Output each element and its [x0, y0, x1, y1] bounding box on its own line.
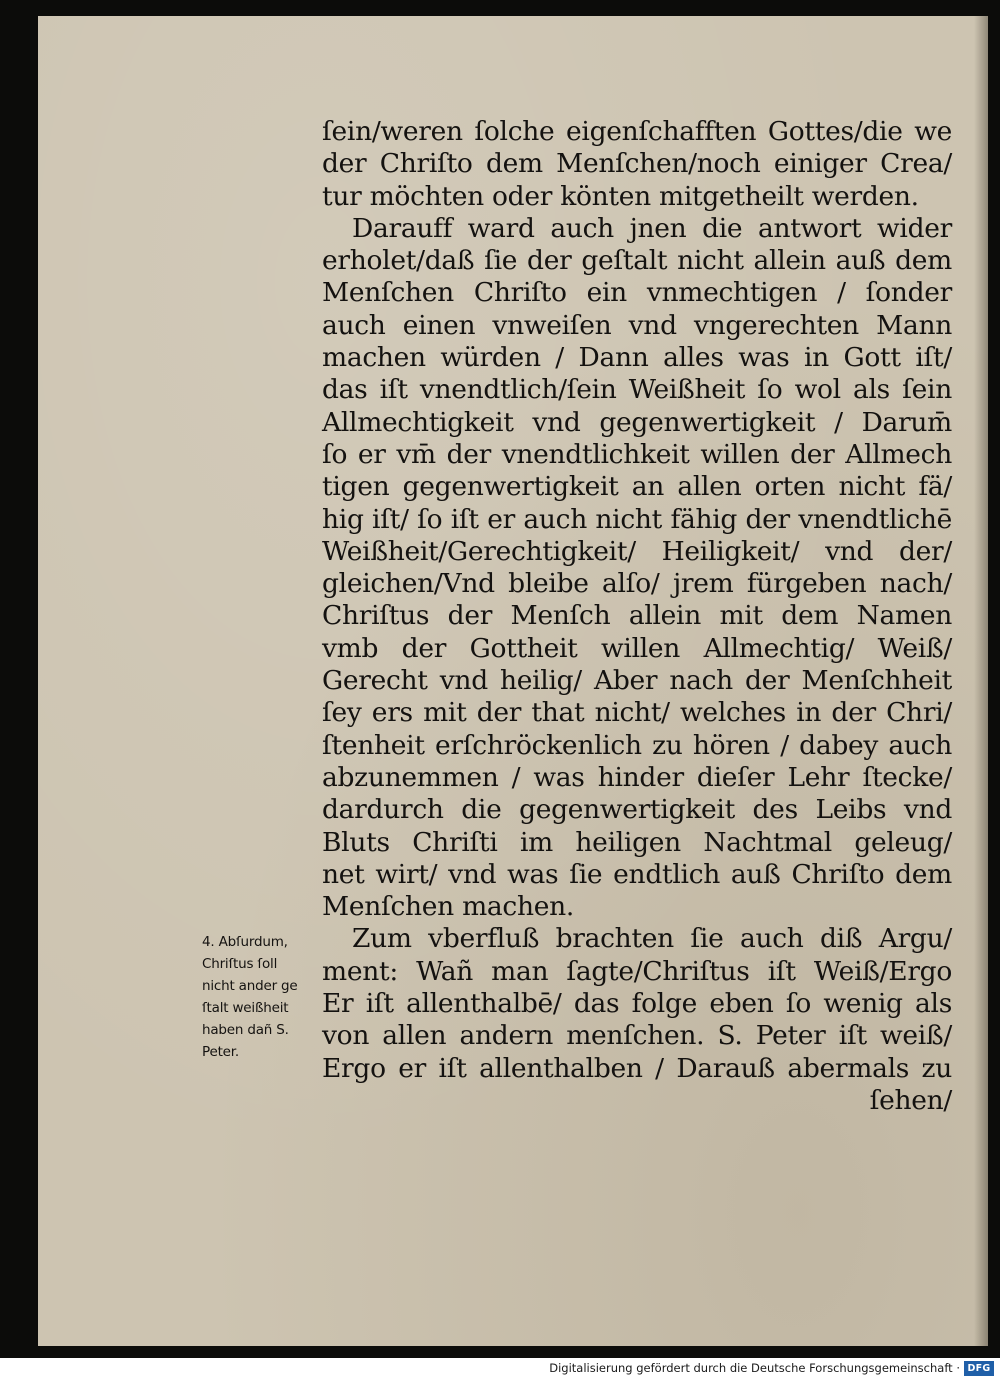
marginal-note-line: haben dañ S. — [202, 1022, 289, 1038]
text-line: das iſt vnendtlich/ſein Weißheit ſo wol als ſein — [322, 374, 952, 406]
page-sheet — [38, 16, 988, 1346]
text-line: abzunemmen / was hinder dieſer Lehr ſtecke/ — [322, 761, 952, 793]
text-line: Ergo er iſt allenthalben / Darauß abermals zu — [322, 1052, 952, 1084]
text-line: Bluts Chriſti im heiligen Nachtmal geleug/ — [322, 826, 952, 858]
text-line: Chriſtus der Menſch allein mit dem Namen — [322, 600, 952, 632]
marginal-note-line: 4. Abſurdum, — [202, 934, 288, 950]
text-line: Zum vberfluß brachten ſie auch diß Argu/ — [352, 923, 952, 955]
text-line: Darauff ward auch jnen die antwort wider — [352, 212, 952, 244]
text-line: auch einen vnweiſen vnd vngerechten Mann — [322, 309, 952, 341]
text-line: tur möchten oder könten mitgetheilt werden. — [322, 180, 919, 212]
text-line: hig iſt/ ſo iſt er auch nicht fähig der vnendtlichē — [322, 503, 952, 535]
text-line: ſein/weren ſolche eigenſchafften Gottes/die we — [322, 116, 952, 147]
text-line: dardurch die gegenwertigkeit des Leibs vnd — [322, 794, 952, 826]
marginal-note-line: Peter. — [202, 1044, 239, 1060]
marginal-note-line: ſtalt weißheit — [202, 1000, 289, 1016]
text-line: vmb der Gottheit willen Allmechtig/ Weiß/ — [322, 632, 952, 664]
catchword: ſehen/ — [869, 1084, 952, 1116]
text-line: machen würden / Dann alles was in Gott iſt/ — [322, 342, 952, 374]
text-line: ſtenheit erſchröckenlich zu hören / dabey auch — [322, 729, 952, 761]
text-line: Menſchen Chriſto ein vnmechtigen / ſonder — [322, 277, 952, 309]
text-line: ment: Wañ man ſagte/Chriſtus iſt Weiß/Ergo — [322, 955, 952, 987]
text-line: ſey ers mit der that nicht/ welches in der Chri/ — [322, 697, 952, 729]
marginal-note-line: nicht ander ge — [202, 978, 298, 994]
text-line: Weißheit/Gerechtigkeit/ Heiligkeit/ vnd der/ — [322, 535, 952, 567]
text-line: net wirt/ vnd was ſie endtlich auß Chriſto dem — [322, 858, 952, 890]
text-line: Gerecht vnd heilig/ Aber nach der Menſchheit — [322, 665, 952, 697]
text-line: von allen andern menſchen. S. Peter iſt weiß/ — [322, 1020, 952, 1052]
text-line: ſo er vm̄ der vnendtlichkeit willen der Allmech — [322, 438, 952, 470]
text-line: der Chriſto dem Menſchen/noch einiger Crea/ — [322, 148, 952, 180]
main-text-block — [322, 116, 952, 1117]
funding-credit: Digitalisierung gefördert durch die Deutsche Forschungsgemeinschaft · — [549, 1361, 960, 1375]
text-line: Er iſt allenthalbē/ das folge eben ſo wenig als — [322, 988, 952, 1020]
text-line: gleichen/Vnd bleibe alſo/ jrem fürgeben nach/ — [322, 568, 952, 600]
dfg-logo: DFG — [964, 1361, 994, 1376]
footer-bar — [0, 1358, 1000, 1380]
text-line: tigen gegenwertigkeit an allen orten nicht fä/ — [322, 471, 952, 503]
marginal-note — [202, 931, 324, 1063]
text-line: erholet/daß ſie der geſtalt nicht allein auß dem — [322, 245, 952, 277]
marginal-note-line: Chriſtus ſoll — [202, 956, 278, 972]
text-line: Menſchen machen. — [322, 891, 574, 923]
text-line: Allmechtigkeit vnd gegenwertigkeit / Darum̄ — [322, 406, 952, 438]
